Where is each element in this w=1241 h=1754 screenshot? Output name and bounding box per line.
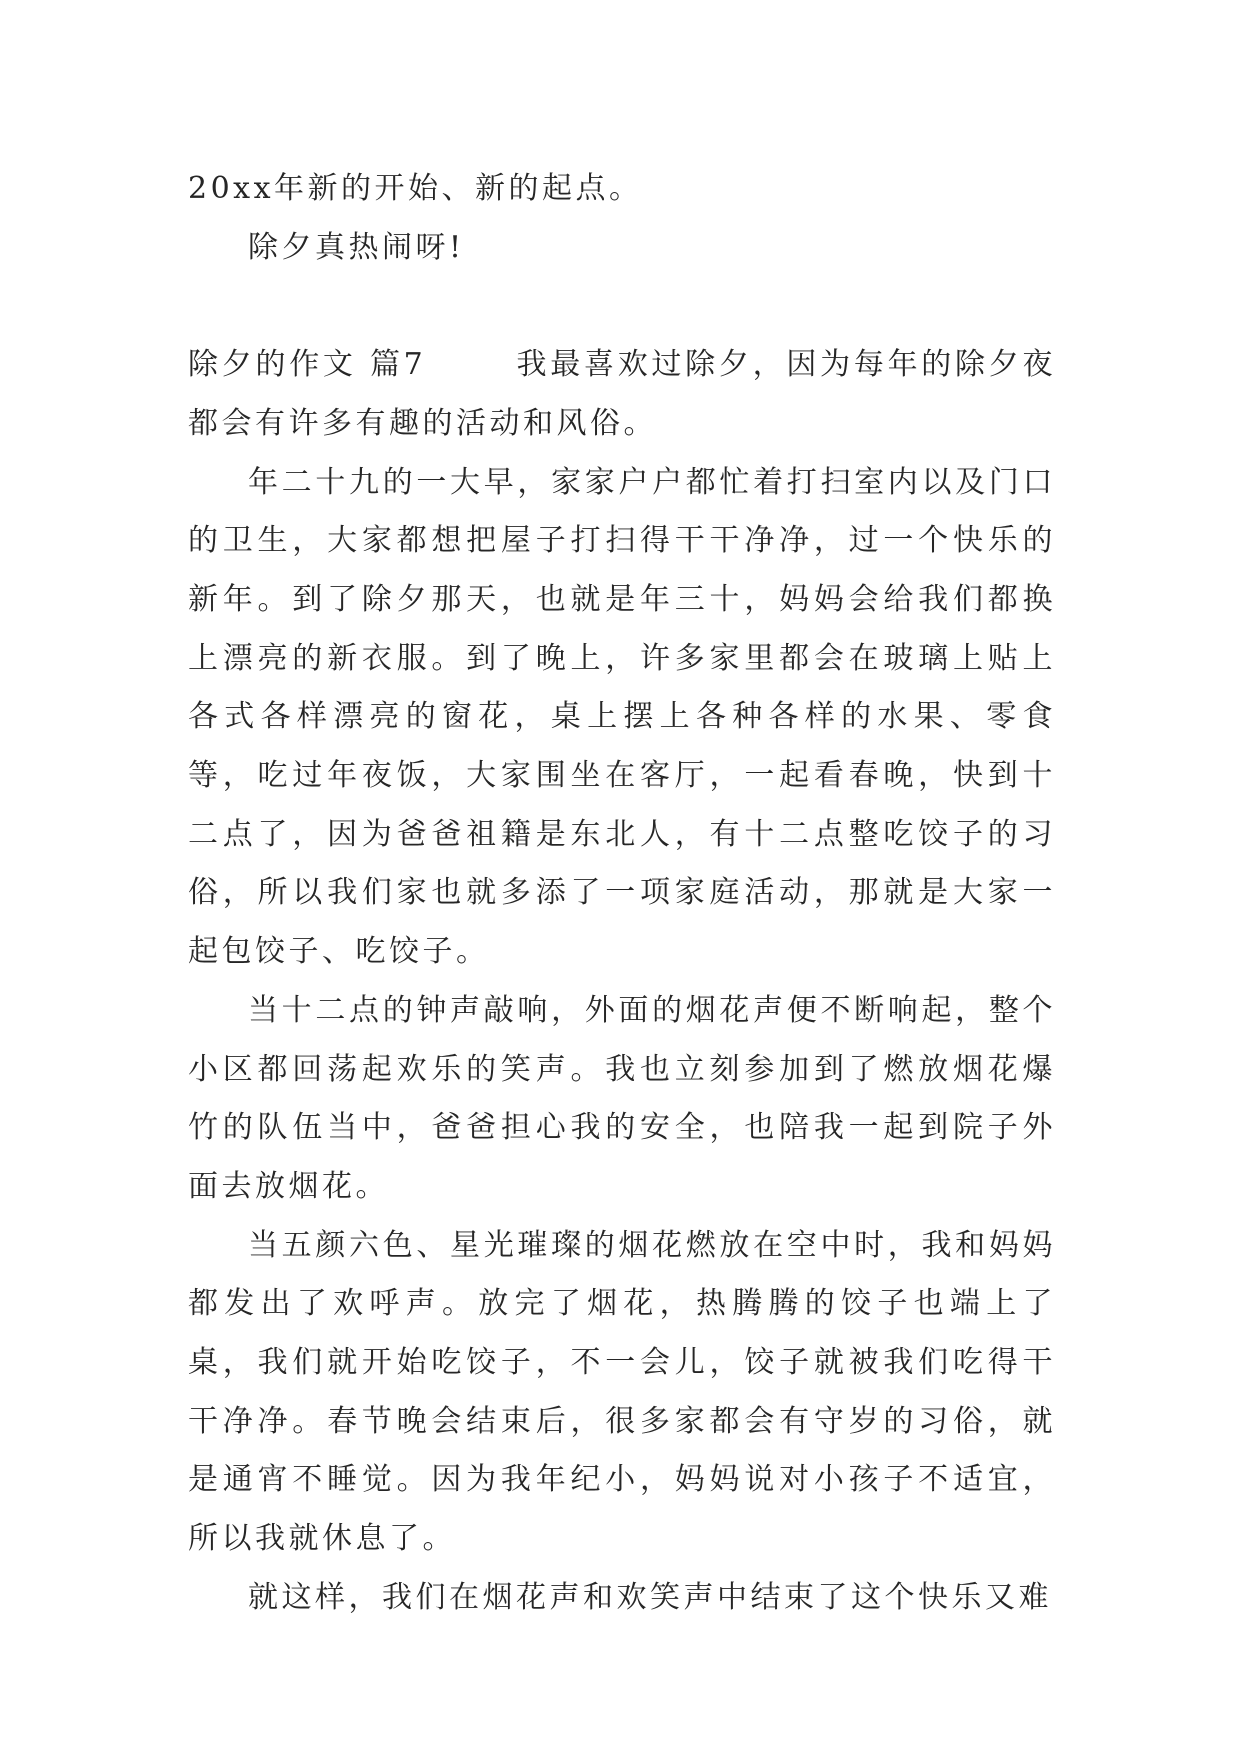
essay-heading: 除夕的作文 篇7 [188,347,427,383]
document-body [188,160,1056,1628]
paragraph-continuation: 20xx年新的开始、新的起点。 [188,171,643,206]
paragraph-essay-start [188,336,1056,453]
paragraph-fireworks: 当十二点的钟声敲响，外面的烟花声便不断响起，整个小区都回荡起欢乐的笑声。我也立刻参加到了燃放烟花爆竹的队伍当中，爸爸担心我的安全，也陪我一起到院子外面去放烟花。 [188,992,1056,1204]
essay-intro: 我最喜欢过除夕，因为每年的除夕夜都会有许多有趣的活动和风俗。 [188,347,1057,441]
paragraph-celebration: 当五颜六色、星光璀璨的烟花燃放在空中时，我和妈妈都发出了欢呼声。放完了烟花，热腾腾的饺子也端上了桌，我们就开始吃饺子，不一会儿，饺子就被我们吃得干干净净。春节晚会结束后，很多家都会有守岁的习俗，就是通宵不睡觉。因为我年纪小，妈妈说对小孩子不适宜，所以我就休息了。 [188,1227,1056,1557]
blank-line [188,277,1056,336]
paragraph-ending: 就这样，我们在烟花声和欢笑声中结束了这个快乐又难 [248,1579,1052,1615]
paragraph-preparation: 年二十九的一大早，家家户户都忙着打扫室内以及门口的卫生，大家都想把屋子打扫得干干净净，过一个快乐的新年。到了除夕那天，也就是年三十，妈妈会给我们都换上漂亮的新衣服。到了晚上，许多家里都会在玻璃上贴上各式各样漂亮的窗花，桌上摆上各种各样的水果、零食等，吃过年夜饭，大家围坐在客厅，一起看春晚，快到十二点了，因为爸爸祖籍是东北人，有十二点整吃饺子的习俗，所以我们家也就多添了一项家庭活动，那就是大家一起包饺子、吃饺子。 [188,464,1056,970]
paragraph-exclamation: 除夕真热闹呀! [248,229,465,265]
